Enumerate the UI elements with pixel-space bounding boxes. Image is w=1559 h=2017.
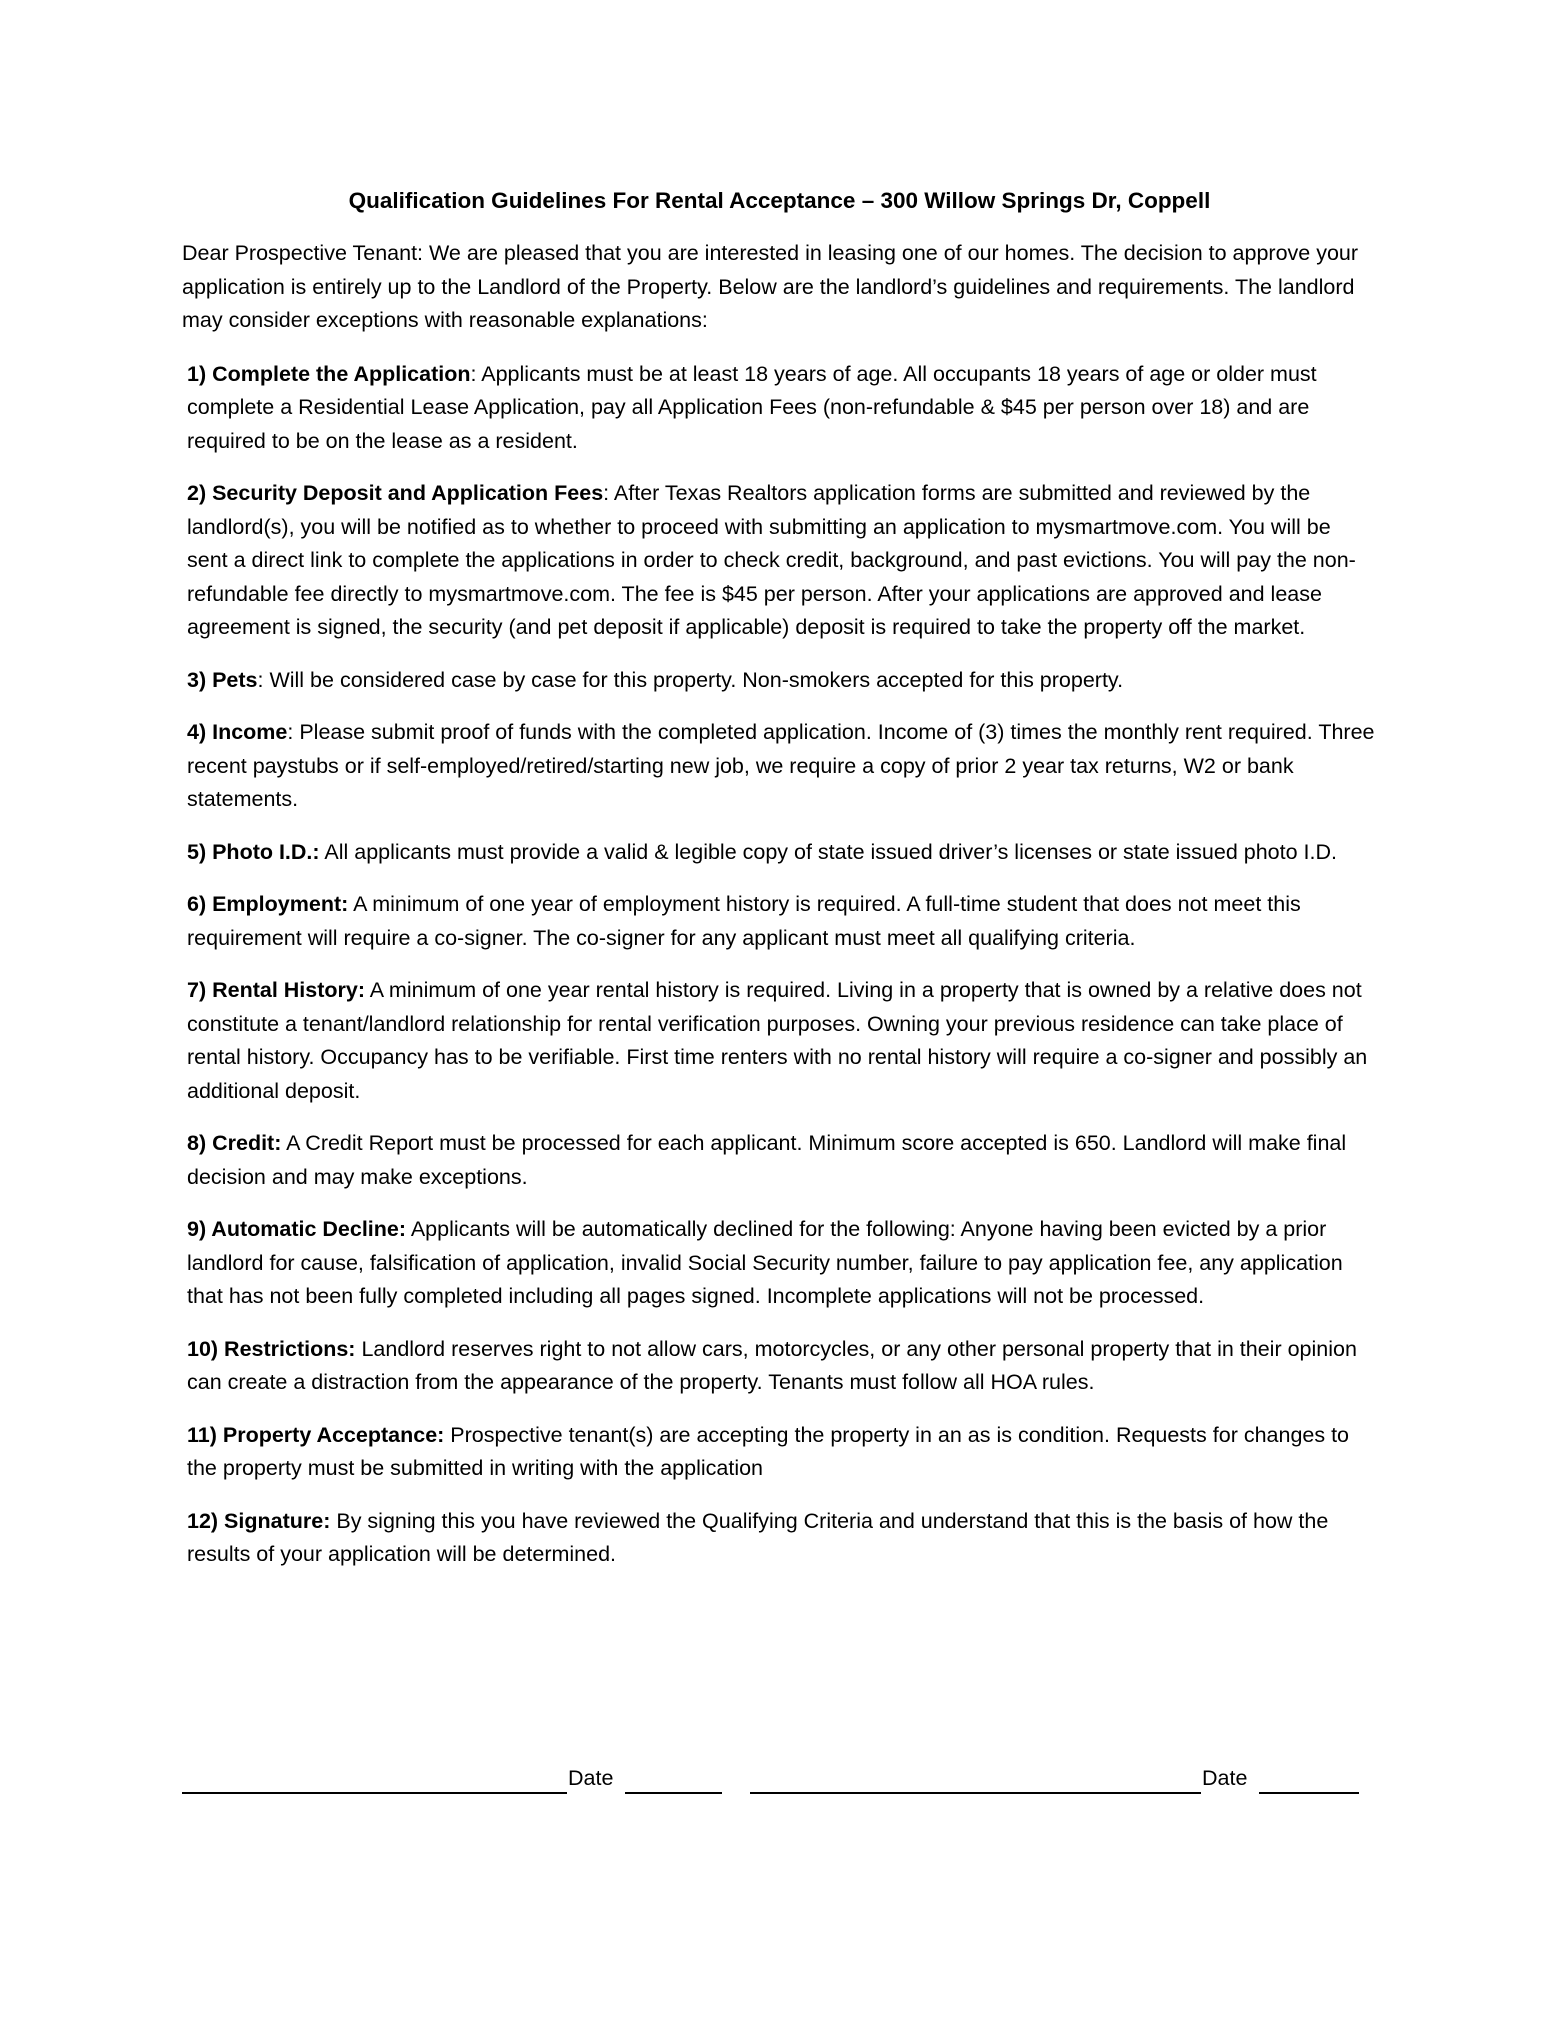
section-text: All applicants must provide a valid & legible copy of state issued driver’s licenses or state issued photo I.D. — [319, 839, 1337, 864]
date-label-2: Date — [1202, 1766, 1248, 1790]
section-label: 1) Complete the Application — [187, 361, 471, 386]
section-text: A minimum of one year of employment history is required. A full-time student that does not meet this requirement will require a co-signer. The co-signer for any applicant must meet all qualifying criteria. — [187, 892, 1301, 950]
section-10 — [182, 1333, 1377, 1400]
section-label: 10) Restrictions: — [187, 1336, 356, 1361]
section-label: 11) Property Acceptance: — [187, 1422, 445, 1447]
signature-block — [182, 1760, 1377, 1800]
section-11 — [182, 1419, 1377, 1486]
intro-paragraph: Dear Prospective Tenant: We are pleased that you are interested in leasing one of our homes. The decision to approve your application is entirely up to the Landlord of the Property. Below are the landlord’s guidelines and requirements. The landlord may consider exceptions with reasonable explanations: — [182, 241, 1359, 332]
section-label: 8) Credit: — [187, 1131, 282, 1155]
section-9 — [182, 1213, 1377, 1314]
section-6 — [182, 888, 1377, 955]
section-text: Landlord reserves right to not allow cars, motorcycles, or any other personal property that in their opinion can create a distraction from the appearance of the property. Tenants must follow all HOA rules. — [187, 1336, 1357, 1394]
signature-field-2[interactable] — [750, 1766, 1201, 1794]
section-text: : Will be considered case by case for this property. Non-smokers accepted for this property. — [257, 667, 1124, 692]
section-text: : Applicants must be at least 18 years of age. All occupants 18 years of age or older must complete a Residential Lease Application, pay all Application Fees (non-refundable & $45 per person over 18) and are required to be on the lease as a resident. — [187, 361, 1317, 453]
section-8 — [182, 1127, 1377, 1194]
date-field-1[interactable] — [625, 1766, 722, 1794]
section-label: 9) Automatic Decline: — [187, 1217, 407, 1241]
section-label: 7) Rental History: — [187, 978, 366, 1002]
section-4 — [182, 716, 1377, 817]
document-title: Qualification Guidelines For Rental Acceptance – 300 Willow Springs Dr, Coppell — [348, 188, 1211, 213]
section-label: 6) Employment: — [187, 892, 349, 916]
section-5 — [182, 836, 1377, 870]
section-text: A minimum of one year rental history is required. Living in a property that is owned by a relative does not constitute a tenant/landlord relationship for rental verification purposes. Owning your previous residence can take place of rental history. Occupancy has to be verifiable. First time renters with no rental history will require a co-signer and possibly an additional deposit. — [187, 978, 1368, 1103]
section-label: 3) Pets — [187, 667, 258, 692]
section-12 — [182, 1505, 1377, 1572]
section-text: Applicants will be automatically declined for the following: Anyone having been evicted by a prior landlord for cause, falsification of application, invalid Social Security number, failure to pay application fee, any application that has not been fully completed including all pages signed. Incomplete applications will not be processed. — [187, 1217, 1343, 1308]
section-label: 4) Income — [187, 720, 288, 744]
date-field-2[interactable] — [1259, 1766, 1359, 1794]
section-label: 12) Signature: — [187, 1508, 331, 1533]
section-text: Prospective tenant(s) are accepting the property in an as is condition. Requests for changes to the property must be submitted in writing with the application — [187, 1422, 1350, 1480]
section-1 — [182, 358, 1377, 459]
section-label: 5) Photo I.D.: — [187, 839, 320, 864]
section-7 — [182, 974, 1377, 1108]
signature-field-1[interactable] — [182, 1766, 567, 1794]
section-text: : Please submit proof of funds with the completed application. Income of (3) times the monthly rent required. Three recent paystubs or if self-employed/retired/starting new job, we require a copy of prior 2 year tax returns, W2 or bank statements. — [187, 720, 1375, 811]
section-text: A Credit Report must be processed for each applicant. Minimum score accepted is 650. Landlord will make final decision and may make exceptions. — [187, 1131, 1347, 1189]
section-text: By signing this you have reviewed the Qualifying Criteria and understand that this is the basis of how the results of your application will be determined. — [187, 1508, 1329, 1566]
section-3 — [182, 664, 1377, 698]
date-label-1: Date — [568, 1766, 614, 1790]
section-2 — [182, 477, 1377, 645]
section-text: : After Texas Realtors application forms are submitted and reviewed by the landlord(s), you will be notified as to whether to proceed with submitting an application to mysmartmove.com. You will be sent a direct link to complete the applications in order to check credit, background, and past evictions. You will pay the non-refundable fee directly to mysmartmove.com. The fee is $45 per person. After your applications are approved and lease agreement is signed, the security (and pet deposit if applicable) deposit is required to take the property off the market. — [187, 481, 1356, 639]
section-label: 2) Security Deposit and Application Fees — [187, 481, 604, 505]
